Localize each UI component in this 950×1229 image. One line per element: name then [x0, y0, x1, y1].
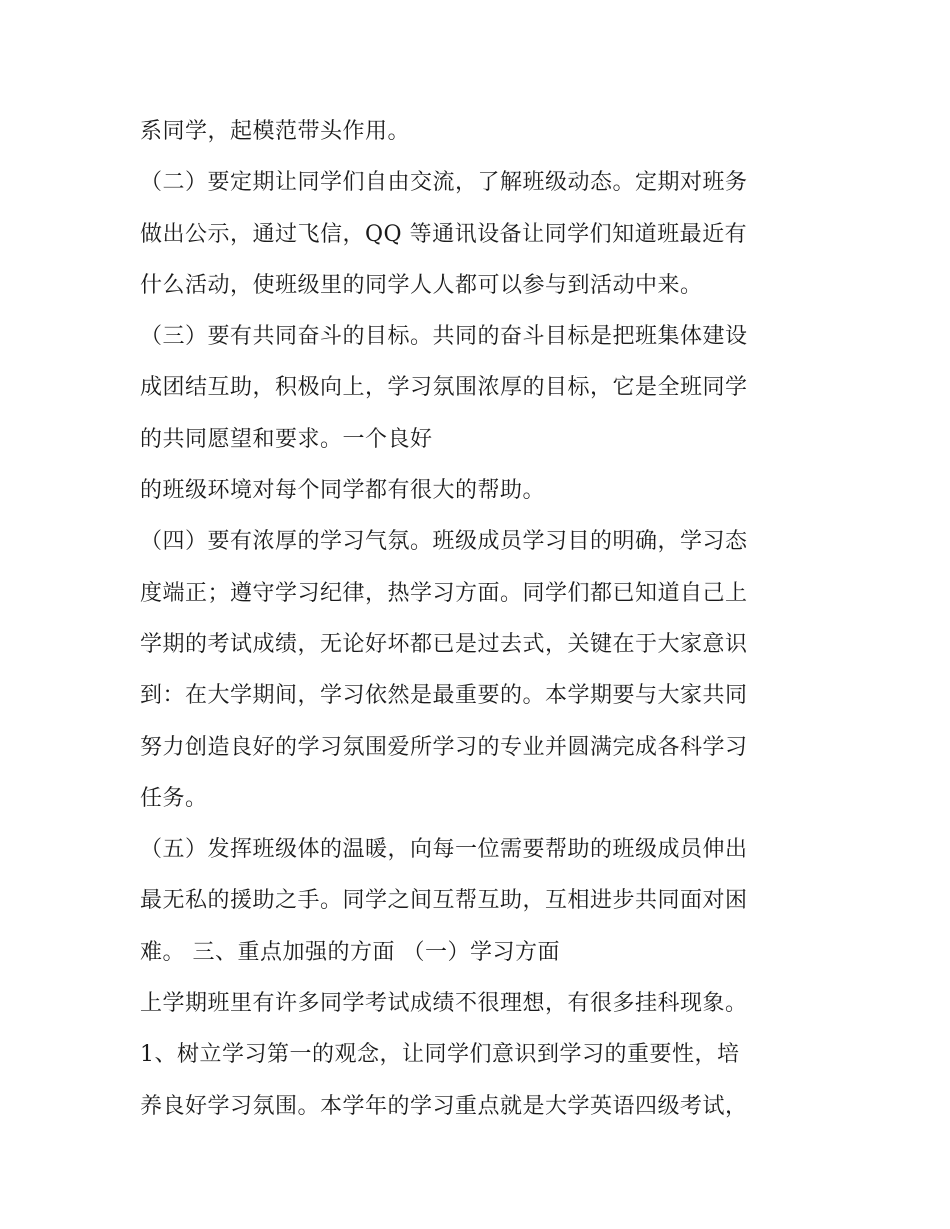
- text-line: 1、树立学习第一的观念，让同学们意识到学习的重要性，培: [140, 1042, 740, 1068]
- text-line: 养良好学习氛围。本学年的学习重点就是大学英语四级考试，: [140, 1093, 748, 1119]
- text-line: 任务。: [140, 785, 208, 811]
- text-line: 什么活动，使班级里的同学人人都可以参与到活动中来。: [140, 272, 703, 298]
- text-line: 难。 三、重点加强的方面 （一）学习方面: [140, 939, 560, 965]
- text-line: （二）要定期让同学们自由交流，了解班级动态。定期对班务: [140, 170, 748, 196]
- text-line: 成团结互助，积极向上，学习氛围浓厚的目标，它是全班同学: [140, 375, 748, 401]
- text-line: 学期的考试成绩，无论好坏都已是过去式，关键在于大家意识: [140, 631, 748, 657]
- text-line: 的共同愿望和要求。一个良好: [140, 426, 433, 452]
- text-line: 最无私的援助之手。同学之间互帮互助，互相进步共同面对困: [140, 888, 748, 914]
- text-line: 度端正；遵守学习纪律，热学习方面。同学们都已知道自己上: [140, 580, 748, 606]
- text-line: （五）发挥班级体的温暖，向每一位需要帮助的班级成员伸出: [140, 837, 748, 863]
- text-line: 上学期班里有许多同学考试成绩不很理想，有很多挂科现象。: [140, 991, 748, 1017]
- text-line: （三）要有共同奋斗的目标。共同的奋斗目标是把班集体建设: [140, 324, 748, 350]
- text-line: 做出公示，通过飞信，QQ 等通讯设备让同学们知道班最近有: [140, 221, 748, 247]
- document-body: [140, 106, 830, 1132]
- text-line: 系同学，起模范带头作用。: [140, 119, 411, 144]
- text-line: 努力创造良好的学习氛围爱所学习的专业并圆满完成各科学习: [140, 734, 748, 760]
- text-line: 到：在大学期间，学习依然是最重要的。本学期要与大家共同: [140, 683, 748, 709]
- text-line: 的班级环境对每个同学都有很大的帮助。: [140, 478, 546, 504]
- text-line: （四）要有浓厚的学习气氛。班级成员学习目的明确，学习态: [140, 529, 748, 555]
